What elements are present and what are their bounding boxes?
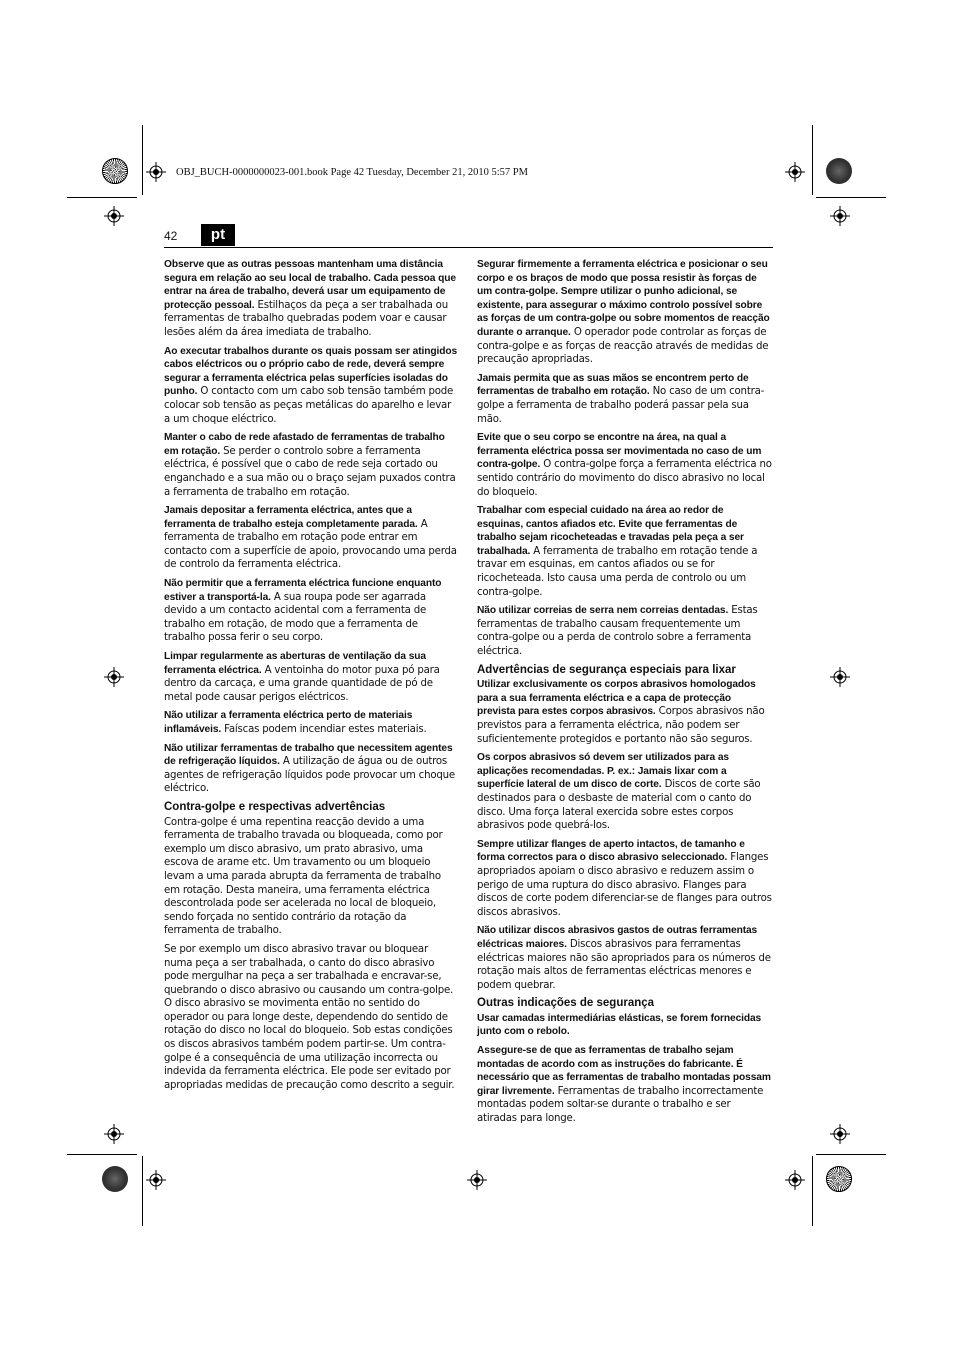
- paragraph-text: A sua roupa pode ser agarrada devido a um contacto acidental com a ferramenta de trabalho em rotação, de modo que a ferramenta de trabalho possa ferir o seu corpo.: [164, 591, 427, 644]
- paragraph: [164, 742, 459, 796]
- header-rule: [164, 247, 773, 248]
- crosshair-target-icon: [146, 162, 166, 182]
- paragraph-text: A ventoinha do motor puxa pó para dentro da carcaça, e uma grande quantidade de pó de metal pode causar perigos eléctricos.: [164, 664, 440, 703]
- paragraph: [164, 709, 459, 736]
- paragraph-bold-lead: Observe que as outras pessoas mantenham uma distância segura em relação ao seu local de trabalho. Cada pessoa que entrar na área de trabalho, deverá usar um equipamento de protecção pessoal.: [164, 259, 456, 311]
- section-heading: Contra-golpe e respectivas advertências: [164, 800, 386, 813]
- paragraph-bold-lead: Usar camadas intermediárias elásticas, se forem fornecidas junto com o rebolo.: [477, 1012, 762, 1038]
- paragraph-bold-lead: Os corpos abrasivos só devem ser utilizados para as aplicações recomendadas. P. ex.: Jamais lixar com a superfície lateral de um disco de corte.: [477, 752, 729, 791]
- left-column: [164, 258, 459, 1097]
- paragraph: [164, 577, 459, 645]
- paragraph: [477, 751, 772, 833]
- registration-circle-icon: [102, 1166, 128, 1192]
- paragraph-text: O contra-golpe força a ferramenta eléctrica no sentido contrário do movimento do disco abrasivo no local do bloqueio.: [477, 459, 772, 498]
- paragraph-text: Se perder o controlo sobre a ferramenta eléctrica, é possível que o cabo de rede seja cortado ou enganchado e a sua mão ou o braço sejam puxados contra a ferramenta de trabalho em rotação.: [164, 445, 456, 498]
- paragraph: [477, 431, 772, 499]
- crop-mark: [142, 1156, 143, 1226]
- paragraph-text: Estilhaços da peça a ser trabalhada ou ferramentas de trabalho quebradas podem voar e causar lesões além da área imediata de trabalho.: [164, 299, 448, 338]
- crosshair-target-icon: [830, 667, 850, 687]
- paragraph-text: Estas ferramentas de trabalho causam frequentemente um contra-golpe ou a perda de controlo sobre a ferramenta eléctrica.: [477, 605, 758, 658]
- crosshair-target-icon: [104, 1124, 124, 1144]
- paragraph: [477, 838, 772, 920]
- crosshair-target-icon: [104, 667, 124, 687]
- paragraph-bold-lead: Jamais permita que as suas mãos se encontrem perto de ferramentas de trabalho em rotação.: [477, 372, 749, 398]
- paragraph-text: O contacto com um cabo sob tensão também pode colocar sob tensão as peças metálicas do aparelho e levar a um choque eléctrico.: [164, 386, 454, 425]
- registration-circle-icon: [102, 158, 128, 184]
- paragraph: [164, 431, 459, 499]
- registration-circle-icon: [826, 158, 852, 184]
- right-column: [477, 258, 772, 1131]
- paragraph-bold-lead: Trabalhar com especial cuidado na área ao redor de esquinas, cantos afiados etc. Evite que ferramentas de trabalho sejam ricocheteadas e travadas pela peça a ser trabalhada.: [477, 505, 744, 557]
- paragraph: [164, 258, 459, 340]
- paragraph-bold-lead: Manter o cabo de rede afastado de ferramentas de trabalho em rotação.: [164, 432, 445, 457]
- language-tag: pt: [201, 224, 235, 246]
- paragraph: [477, 372, 772, 426]
- crosshair-target-icon: [830, 1124, 850, 1144]
- crosshair-target-icon: [785, 1170, 805, 1190]
- paragraph-bold-lead: Evite que o seu corpo se encontre na área, na qual a ferramenta eléctrica possa ser movimentada no caso de um contra-golpe.: [477, 432, 762, 471]
- paragraph: [164, 504, 459, 572]
- paragraph-text: Se por exemplo um disco abrasivo travar ou bloquear numa peça a ser trabalhada, o canto do disco abrasivo pode mergulhar na peça a ser trabalhada e encravar-se, quebrando o disco abrasivo ou causando um contra-golpe. O disco abrasivo se movimenta então no sentido do operador ou para longe deste, dependendo do sentido de rotação do disco no local do bloqueio. Sob estas condições os discos abrasivos também podem partir-se. Um contra-golpe é a consequência de uma utilização incorrecta ou indevida da ferramenta eléctrica. Ele pode ser evitado por apropriadas medidas de precaução como descrito a seguir.: [164, 943, 455, 1091]
- paragraph-bold-lead: Não permitir que a ferramenta eléctrica funcione enquanto estiver a transportá-la.: [164, 578, 442, 603]
- paragraph-bold-lead: Sempre utilizar flanges de aperto intactos, de tamanho e forma correctos para o disco abrasivo seleccionado.: [477, 838, 745, 864]
- paragraph: [164, 650, 459, 704]
- crosshair-target-icon: [104, 206, 124, 226]
- paragraph-bold-lead: Não utilizar ferramentas de trabalho que necessitem agentes de refrigeração líquidos.: [164, 742, 453, 768]
- section-heading: Advertências de segurança especiais para lixar: [477, 663, 736, 676]
- paragraph-bold-lead: Segurar firmemente a ferramenta eléctrica e posicionar o seu corpo e os braços de modo que possa resistir às forças de um contra-golpe. Sempre utilizar o punho adicional, se existente, para assegurar o máximo controlo possível sobre as forças de um contra-golpe ou sobre momentos de reacção durante o arranque.: [477, 259, 770, 338]
- paragraph-bold-lead: Utilizar exclusivamente os corpos abrasivos homologados para a sua ferramenta eléctrica e a capa de protecção prevista para estes corpos abrasivos.: [477, 679, 756, 718]
- paragraph-bold-lead: Limpar regularmente as aberturas de ventilação da sua ferramenta eléctrica.: [164, 651, 426, 676]
- paragraph-text: Ferramentas de trabalho incorrectamente montadas podem soltar-se durante o trabalho e ser atiradas para longe.: [477, 1085, 764, 1125]
- paragraph: [164, 816, 459, 938]
- registration-circle-icon: [826, 1166, 852, 1192]
- crosshair-target-icon: [467, 1170, 487, 1190]
- paragraph-text: No caso de um contra-golpe a ferramenta de trabalho poderá passar pela sua mão.: [477, 386, 765, 425]
- crop-mark: [812, 1156, 813, 1226]
- crosshair-target-icon: [785, 162, 805, 182]
- paragraph-bold-lead: Não utilizar correias de serra nem correias dentadas.: [477, 605, 729, 617]
- paragraph: [477, 924, 772, 992]
- paragraph-text: Corpos abrasivos não previstos para a ferramenta eléctrica, não podem ser suficientemente protegidos e portanto não são seguros.: [477, 706, 765, 745]
- crop-mark: [67, 1154, 137, 1155]
- paragraph-bold-lead: Não utilizar discos abrasivos gastos de outras ferramentas eléctricas maiores.: [477, 925, 758, 950]
- section-heading: Outras indicações de segurança: [477, 997, 655, 1010]
- crop-mark: [816, 1154, 886, 1155]
- paragraph: [477, 678, 772, 746]
- paragraph: [477, 258, 772, 367]
- paragraph-bold-lead: Ao executar trabalhos durante os quais possam ser atingidos cabos eléctricos ou o próprio cabo de rede, deverá sempre segurar a ferramenta eléctrica pelas superfícies isoladas do punho.: [164, 345, 458, 398]
- paragraph-text: Flanges apropriados apoiam o disco abrasivo e reduzem assim o perigo de uma ruptura do disco abrasivo. Flanges para discos de corte podem diferenciar-se de flanges para outros discos abrasivos.: [477, 852, 772, 918]
- paragraph: [477, 604, 772, 658]
- crosshair-target-icon: [830, 206, 850, 226]
- paragraph: [164, 943, 459, 1093]
- crop-mark: [67, 197, 137, 198]
- paragraph: [164, 345, 459, 427]
- paragraph-bold-lead: Não utilizar a ferramenta eléctrica perto de materiais inflamáveis.: [164, 710, 413, 735]
- paragraph: [477, 504, 772, 599]
- print-header: OBJ_BUCH-0000000023-001.book Page 42 Tuesday, December 21, 2010 5:57 PM: [176, 167, 528, 178]
- page-number: 42: [164, 229, 178, 243]
- paragraph-text: Discos abrasivos para ferramentas eléctricas maiores não são apropriados para os números de rotação mais altos de ferramentas eléctricas menores e podem quebrar.: [477, 938, 771, 991]
- paragraph-bold-lead: Jamais depositar a ferramenta eléctrica, antes que a ferramenta de trabalho esteja completamente parada.: [164, 505, 418, 530]
- paragraph-bold-lead: Assegure-se de que as ferramentas de trabalho sejam montadas de acordo com as instruções do fabricante. É necessário que as ferramentas de trabalho montadas possam girar livremente.: [477, 1045, 771, 1097]
- paragraph-text: Contra-golpe é uma repentina reacção devido a uma ferramenta de trabalho travada ou bloqueada, como por exemplo um disco abrasivo, um prato abrasivo, uma escova de arame etc. Um travamento ou um bloqueio levam a uma parada abrupta da ferramenta de trabalho em rotação. Desta maneira, uma ferramenta eléctrica descontrolada pode ser acelerada no local de bloqueio, sendo forçada no sentido contrário da rotação da ferramenta de trabalho.: [164, 816, 443, 937]
- paragraph-text: A ferramenta de trabalho em rotação tende a travar em esquinas, em cantos afiados ou se for ricocheteada. Isto causa uma perda de controlo ou um contra-golpe.: [477, 545, 758, 598]
- crosshair-target-icon: [146, 1170, 166, 1190]
- paragraph: [477, 1044, 772, 1126]
- paragraph-text: Discos de corte são destinados para o desbaste de material com o canto do disco. Uma força lateral exercida sobre estes corpos abrasivos pode quebrá-los.: [477, 779, 761, 832]
- paragraph-text: A ferramenta de trabalho em rotação pode entrar em contacto com a superfície de apoio, provocando uma perda de controlo da ferramenta eléctrica.: [164, 518, 457, 571]
- paragraph-text: O operador pode controlar as forças de contra-golpe e as forças de reacção através de medidas de precaução apropriadas.: [477, 326, 769, 366]
- crop-mark: [142, 125, 143, 195]
- crop-mark: [816, 197, 886, 198]
- paragraph-text: A utilização de água ou de outros agentes de refrigeração líquidos pode provocar um choque eléctrico.: [164, 756, 455, 795]
- paragraph: [477, 1012, 772, 1039]
- crop-mark: [812, 125, 813, 195]
- paragraph-text: Faíscas podem incendiar estes materiais.: [221, 724, 427, 735]
